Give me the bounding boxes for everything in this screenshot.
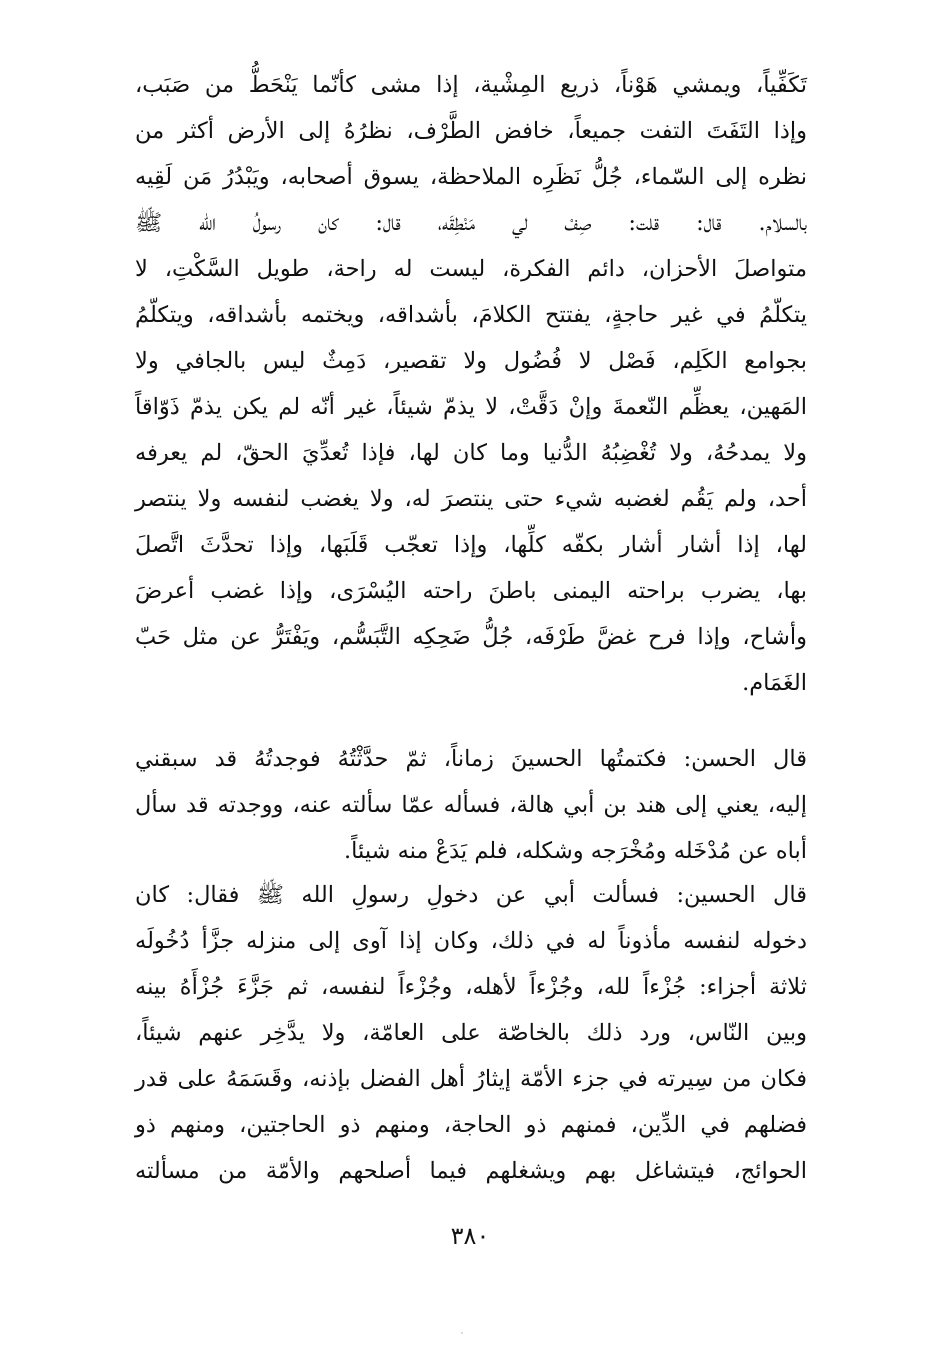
- text-line: بجوامع الكَلِم، فَصْل لا فُضُول ولا تقصير، دَمِثٌ ليس بالجافي ولا: [135, 348, 807, 374]
- text-line: وأشاح، وإذا فرح غضَّ طَرْفَه، جُلُّ ضَحِكِه التَّبَسُّم، ويَفْتَرُّ عن مثل حَبّ: [135, 624, 807, 650]
- text-line: أباه عن مُدْخَله ومُخْرَجه وشكله، فلم يَدَعْ منه شيئاً.: [344, 838, 807, 864]
- text-line: الغَمَام.: [742, 670, 807, 696]
- text-line: متواصلَ الأحزان، دائم الفكرة، ليست له راحة، طويل السَّكْتِ، لا: [135, 256, 807, 282]
- text-line: المَهين، يعظِّم النّعمةَ وإنْ دَقَّتْ، لا يذمّ شيئاً، غير أنّه لم يكن يذمّ ذَوّاقاً: [135, 394, 807, 420]
- text-line: ثلاثة أجزاء: جُزْءاً لله، وجُزْءاً لأهله، وجُزْءاً لنفسه، ثم جَزَّءَ جُزْأَهُ بينه: [135, 974, 807, 1000]
- text-line: وبين النّاس، ورد ذلك بالخاصّة على العامّة، ولا يدَّخِر عنهم شيئاً،: [135, 1020, 807, 1046]
- page-number: ٣٨٠: [450, 1222, 490, 1250]
- text-line: فكان من سِيرته في جزء الأمّة إيثارُ أهل الفضل بإذنه، وقَسَمَهُ على قدر: [135, 1066, 807, 1092]
- text-line: يتكلّمُ في غير حاجةٍ، يفتتح الكلامَ، بأشداقه، ويختمه بأشداقه، ويتكلّمُ: [135, 302, 807, 328]
- scan-speck: [461, 1332, 463, 1334]
- text-line: الحوائج، فيتشاغل بهم ويشغلهم فيما أصلحهم والأمّة من مسألته: [135, 1158, 807, 1184]
- text-line: أحد، ولم يَقُم لغضبه شيء حتى ينتصرَ له، ولا يغضب لنفسه ولا ينتصر: [135, 486, 807, 512]
- text-line: نظره إلى السّماء، جُلُّ نَظَرِه الملاحظة، يسوق أصحابه، ويَبْدُرُ مَن لَقِيه: [135, 164, 807, 190]
- text-line: بالسلام. قال: قلت: صِفْ لي مَنْطِقَه، قال: كان رسولُ الله ﷺ: [135, 210, 807, 236]
- text-line: وإذا التَفَتَ التفت جميعاً، خافض الطَّرْف، نظرُهُ إلى الأرض أكثر من: [135, 118, 807, 144]
- text-line: فضلهم في الدِّين، فمنهم ذو الحاجة، ومنهم ذو الحاجتين، ومنهم ذو: [135, 1112, 807, 1138]
- text-line: بها، يضرب براحته اليمنى باطنَ راحته اليُسْرَى، وإذا غضب أعرضَ: [135, 578, 807, 604]
- text-line: إليه، يعني إلى هند بن أبي هالة، فسأله عمّا سألته عنه، ووجدته قد سأل: [135, 792, 807, 818]
- text-line: لها، إذا أشار أشار بكفّه كلِّها، وإذا تعجّب قَلَبَها، وإذا تحدَّثَ اتَّصلَ: [135, 532, 807, 558]
- text-line: ولا يمدحُهُ، ولا تُغْضِبُهُ الدُّنيا وما كان لها، فإذا تُعدِّيَ الحقّ، لم يعرفه: [135, 440, 807, 466]
- paragraph-1: [135, 62, 807, 706]
- text-line: قال الحسن: فكتمتُها الحسينَ زماناً، ثمّ حدَّثْتُهُ فوجدتُهُ قد سبقني: [135, 746, 807, 772]
- text-line: قال الحسين: فسألت أبي عن دخولِ رسولِ الله ﷺ فقال: كان: [135, 882, 808, 908]
- text-line: دخوله لنفسه مأذوناً له في ذلك، وكان إذا آوى إلى منزله جزَّأ دُخُولَه: [135, 928, 807, 954]
- paragraph-2: [135, 736, 807, 874]
- paragraph-3: [135, 872, 807, 1194]
- text-line: تَكَفِّياً، ويمشي هَوْناً، ذريع المِشْية، إذا مشى كأنّما يَنْحَطُّ من صَبَب،: [135, 72, 807, 98]
